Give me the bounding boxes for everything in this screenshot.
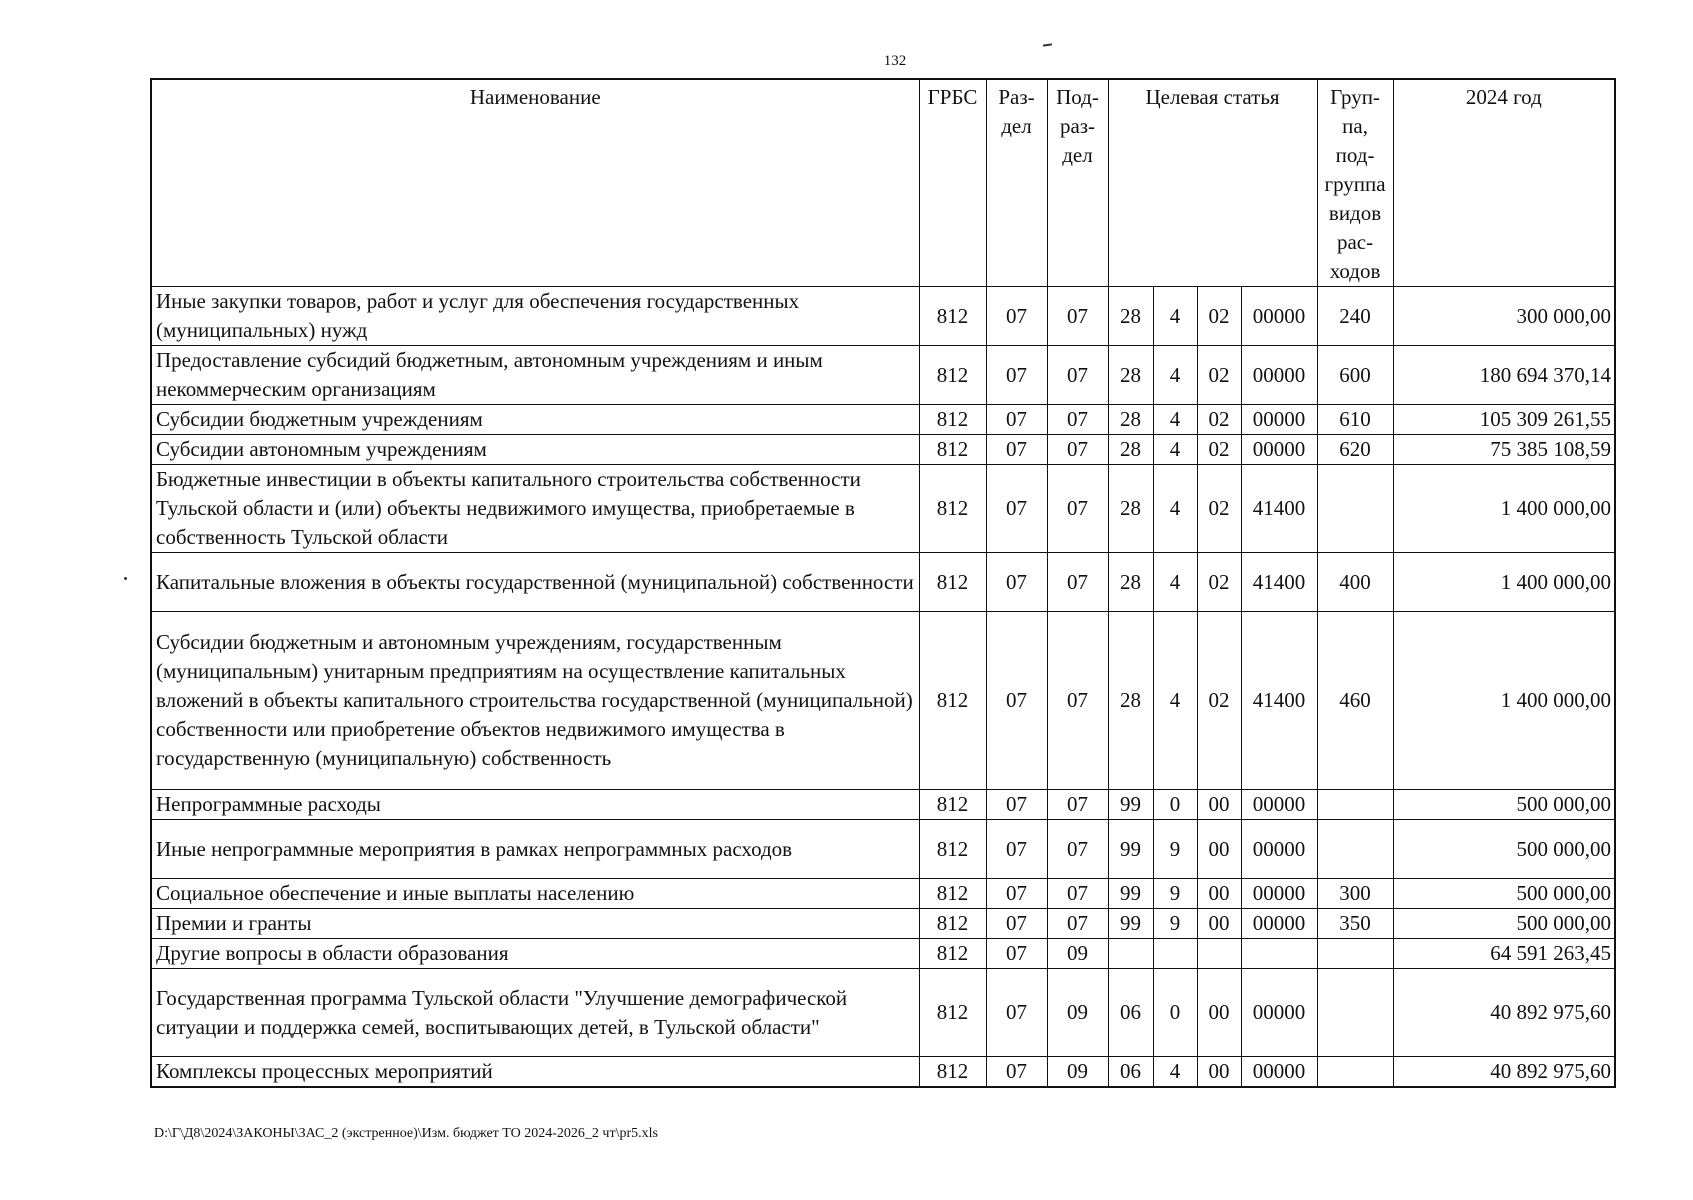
cell-pr: 07 bbox=[1047, 435, 1108, 465]
cell-cs4 bbox=[1241, 939, 1317, 969]
cell-pr: 07 bbox=[1047, 465, 1108, 553]
cell-name: Субсидии бюджетным и автономным учреждениям, государственным (муниципальным) унитарным предприятиям на осуществление капитальных вложений в объекты капитального строительства государственной (муниципальной) собственности или приобретение объектов недвижимого имущества в государственную (муниципальную) собственность bbox=[151, 612, 919, 790]
cell-cs4: 00000 bbox=[1241, 820, 1317, 879]
cell-pr: 07 bbox=[1047, 612, 1108, 790]
cell-grbs: 812 bbox=[919, 465, 986, 553]
cell-cs2: 9 bbox=[1153, 879, 1197, 909]
cell-cs4: 00000 bbox=[1241, 405, 1317, 435]
cell-cs4: 00000 bbox=[1241, 1057, 1317, 1088]
cell-grbs: 812 bbox=[919, 612, 986, 790]
cell-cs1: 06 bbox=[1108, 969, 1153, 1057]
file-path-footer: D:\Г\Д8\2024\ЗАКОНЫ\ЗАС_2 (экстренное)\Изм. бюджет ТО 2024-2026_2 чт\pr5.xls bbox=[154, 1126, 658, 1141]
cell-cs3: 02 bbox=[1197, 435, 1241, 465]
table-row bbox=[151, 553, 1615, 612]
cell-cs3 bbox=[1197, 939, 1241, 969]
cell-grbs: 812 bbox=[919, 969, 986, 1057]
cell-cs4: 00000 bbox=[1241, 790, 1317, 820]
cell-grbs: 812 bbox=[919, 939, 986, 969]
cell-vr: 620 bbox=[1317, 435, 1393, 465]
cell-pr: 07 bbox=[1047, 790, 1108, 820]
cell-rz: 07 bbox=[986, 909, 1047, 939]
cell-cs1: 99 bbox=[1108, 879, 1153, 909]
header-year: 2024 год bbox=[1393, 79, 1615, 287]
header-target-article: Целевая статья bbox=[1108, 79, 1317, 287]
cell-cs2: 9 bbox=[1153, 820, 1197, 879]
cell-rz: 07 bbox=[986, 879, 1047, 909]
cell-cs3: 02 bbox=[1197, 612, 1241, 790]
cell-cs1: 28 bbox=[1108, 612, 1153, 790]
table-row bbox=[151, 612, 1615, 790]
cell-amount: 180 694 370,14 bbox=[1393, 346, 1615, 405]
cell-name: Социальное обеспечение и иные выплаты населению bbox=[151, 879, 919, 909]
cell-cs2: 4 bbox=[1153, 612, 1197, 790]
cell-rz: 07 bbox=[986, 969, 1047, 1057]
cell-name: Бюджетные инвестиции в объекты капитального строительства собственности Тульской области и (или) объекты недвижимого имущества, приобретаемые в собственность Тульской области bbox=[151, 465, 919, 553]
cell-pr: 07 bbox=[1047, 405, 1108, 435]
page-number bbox=[0, 53, 1693, 70]
cell-cs3: 00 bbox=[1197, 879, 1241, 909]
cell-pr: 07 bbox=[1047, 553, 1108, 612]
cell-name: Капитальные вложения в объекты государственной (муниципальной) собственности bbox=[151, 553, 919, 612]
cell-vr: 300 bbox=[1317, 879, 1393, 909]
cell-vr bbox=[1317, 465, 1393, 553]
table-header-row bbox=[151, 79, 1615, 287]
cell-vr: 400 bbox=[1317, 553, 1393, 612]
cell-vr: 240 bbox=[1317, 287, 1393, 346]
cell-rz: 07 bbox=[986, 287, 1047, 346]
cell-vr bbox=[1317, 939, 1393, 969]
cell-grbs: 812 bbox=[919, 879, 986, 909]
cell-cs3: 02 bbox=[1197, 287, 1241, 346]
cell-amount: 500 000,00 bbox=[1393, 909, 1615, 939]
cell-grbs: 812 bbox=[919, 287, 986, 346]
table-row bbox=[151, 405, 1615, 435]
cell-cs4: 41400 bbox=[1241, 612, 1317, 790]
cell-rz: 07 bbox=[986, 553, 1047, 612]
cell-cs2: 9 bbox=[1153, 909, 1197, 939]
cell-cs2: 4 bbox=[1153, 346, 1197, 405]
cell-amount: 500 000,00 bbox=[1393, 790, 1615, 820]
cell-vr: 610 bbox=[1317, 405, 1393, 435]
scan-dot bbox=[124, 577, 127, 580]
cell-cs4: 00000 bbox=[1241, 287, 1317, 346]
table-row bbox=[151, 465, 1615, 553]
cell-name: Другие вопросы в области образования bbox=[151, 939, 919, 969]
cell-cs3: 00 bbox=[1197, 820, 1241, 879]
cell-grbs: 812 bbox=[919, 820, 986, 879]
cell-rz: 07 bbox=[986, 435, 1047, 465]
cell-cs2: 4 bbox=[1153, 1057, 1197, 1088]
cell-name: Иные непрограммные мероприятия в рамках непрограммных расходов bbox=[151, 820, 919, 879]
cell-grbs: 812 bbox=[919, 1057, 986, 1088]
cell-cs2: 4 bbox=[1153, 405, 1197, 435]
cell-cs2: 4 bbox=[1153, 465, 1197, 553]
table-row bbox=[151, 435, 1615, 465]
cell-cs4: 00000 bbox=[1241, 969, 1317, 1057]
cell-cs3: 02 bbox=[1197, 346, 1241, 405]
cell-cs1: 28 bbox=[1108, 287, 1153, 346]
cell-grbs: 812 bbox=[919, 405, 986, 435]
cell-cs3: 00 bbox=[1197, 790, 1241, 820]
budget-table bbox=[150, 78, 1616, 1088]
cell-pr: 07 bbox=[1047, 820, 1108, 879]
cell-cs1: 28 bbox=[1108, 405, 1153, 435]
cell-name: Непрограммные расходы bbox=[151, 790, 919, 820]
cell-cs4: 00000 bbox=[1241, 435, 1317, 465]
cell-cs2: 4 bbox=[1153, 553, 1197, 612]
table-row bbox=[151, 969, 1615, 1057]
cell-cs2 bbox=[1153, 939, 1197, 969]
cell-name: Государственная программа Тульской области "Улучшение демографической ситуации и поддержка семей, воспитывающих детей, в Тульской области" bbox=[151, 969, 919, 1057]
table-row bbox=[151, 287, 1615, 346]
cell-grbs: 812 bbox=[919, 435, 986, 465]
table-row bbox=[151, 879, 1615, 909]
cell-amount: 64 591 263,45 bbox=[1393, 939, 1615, 969]
cell-cs2: 0 bbox=[1153, 790, 1197, 820]
cell-grbs: 812 bbox=[919, 790, 986, 820]
cell-name: Иные закупки товаров, работ и услуг для обеспечения государственных (муниципальных) нужд bbox=[151, 287, 919, 346]
cell-cs3: 00 bbox=[1197, 969, 1241, 1057]
cell-cs3: 00 bbox=[1197, 909, 1241, 939]
cell-rz: 07 bbox=[986, 612, 1047, 790]
page-number-text: 132 bbox=[883, 53, 907, 69]
header-subsection: Под-раз-дел bbox=[1047, 79, 1108, 287]
cell-name: Субсидии бюджетным учреждениям bbox=[151, 405, 919, 435]
cell-vr bbox=[1317, 790, 1393, 820]
cell-vr: 460 bbox=[1317, 612, 1393, 790]
cell-pr: 09 bbox=[1047, 1057, 1108, 1088]
cell-vr bbox=[1317, 969, 1393, 1057]
cell-pr: 07 bbox=[1047, 909, 1108, 939]
cell-cs3: 02 bbox=[1197, 553, 1241, 612]
cell-vr bbox=[1317, 820, 1393, 879]
scan-mark bbox=[1043, 43, 1052, 46]
cell-cs4: 00000 bbox=[1241, 346, 1317, 405]
cell-rz: 07 bbox=[986, 465, 1047, 553]
cell-vr: 600 bbox=[1317, 346, 1393, 405]
cell-pr: 07 bbox=[1047, 287, 1108, 346]
cell-amount: 105 309 261,55 bbox=[1393, 405, 1615, 435]
cell-vr: 350 bbox=[1317, 909, 1393, 939]
table-body bbox=[151, 287, 1615, 1088]
cell-name: Субсидии автономным учреждениям bbox=[151, 435, 919, 465]
cell-amount: 1 400 000,00 bbox=[1393, 465, 1615, 553]
cell-rz: 07 bbox=[986, 405, 1047, 435]
cell-amount: 40 892 975,60 bbox=[1393, 1057, 1615, 1088]
cell-grbs: 812 bbox=[919, 553, 986, 612]
cell-name: Премии и гранты bbox=[151, 909, 919, 939]
cell-cs2: 0 bbox=[1153, 969, 1197, 1057]
cell-vr bbox=[1317, 1057, 1393, 1088]
cell-rz: 07 bbox=[986, 820, 1047, 879]
cell-cs4: 00000 bbox=[1241, 909, 1317, 939]
cell-cs4: 41400 bbox=[1241, 465, 1317, 553]
cell-cs1: 99 bbox=[1108, 909, 1153, 939]
table-row bbox=[151, 790, 1615, 820]
header-section: Раз-дел bbox=[986, 79, 1047, 287]
cell-cs1: 99 bbox=[1108, 820, 1153, 879]
cell-grbs: 812 bbox=[919, 346, 986, 405]
table-row bbox=[151, 1057, 1615, 1088]
header-name: Наименование bbox=[151, 79, 919, 287]
table-row bbox=[151, 346, 1615, 405]
header-expense-group: Груп-па, под-группа видов рас-ходов bbox=[1317, 79, 1393, 287]
cell-amount: 1 400 000,00 bbox=[1393, 553, 1615, 612]
cell-pr: 07 bbox=[1047, 879, 1108, 909]
cell-amount: 500 000,00 bbox=[1393, 820, 1615, 879]
cell-amount: 300 000,00 bbox=[1393, 287, 1615, 346]
cell-name: Комплексы процессных мероприятий bbox=[151, 1057, 919, 1088]
cell-cs1: 99 bbox=[1108, 790, 1153, 820]
cell-pr: 07 bbox=[1047, 346, 1108, 405]
cell-amount: 40 892 975,60 bbox=[1393, 969, 1615, 1057]
cell-rz: 07 bbox=[986, 790, 1047, 820]
cell-cs1: 28 bbox=[1108, 346, 1153, 405]
cell-cs1: 28 bbox=[1108, 435, 1153, 465]
cell-cs4: 41400 bbox=[1241, 553, 1317, 612]
cell-cs3: 00 bbox=[1197, 1057, 1241, 1088]
cell-rz: 07 bbox=[986, 346, 1047, 405]
cell-amount: 1 400 000,00 bbox=[1393, 612, 1615, 790]
cell-cs1: 06 bbox=[1108, 1057, 1153, 1088]
cell-cs2: 4 bbox=[1153, 287, 1197, 346]
cell-cs3: 02 bbox=[1197, 465, 1241, 553]
cell-cs2: 4 bbox=[1153, 435, 1197, 465]
cell-cs3: 02 bbox=[1197, 405, 1241, 435]
cell-cs1: 28 bbox=[1108, 553, 1153, 612]
table-row bbox=[151, 939, 1615, 969]
header-grbs: ГРБС bbox=[919, 79, 986, 287]
cell-rz: 07 bbox=[986, 939, 1047, 969]
cell-name: Предоставление субсидий бюджетным, автономным учреждениям и иным некоммерческим организациям bbox=[151, 346, 919, 405]
cell-cs1: 28 bbox=[1108, 465, 1153, 553]
table-row bbox=[151, 909, 1615, 939]
cell-pr: 09 bbox=[1047, 969, 1108, 1057]
table-row bbox=[151, 820, 1615, 879]
cell-grbs: 812 bbox=[919, 909, 986, 939]
cell-pr: 09 bbox=[1047, 939, 1108, 969]
cell-amount: 500 000,00 bbox=[1393, 879, 1615, 909]
cell-amount: 75 385 108,59 bbox=[1393, 435, 1615, 465]
cell-rz: 07 bbox=[986, 1057, 1047, 1088]
cell-cs1 bbox=[1108, 939, 1153, 969]
cell-cs4: 00000 bbox=[1241, 879, 1317, 909]
